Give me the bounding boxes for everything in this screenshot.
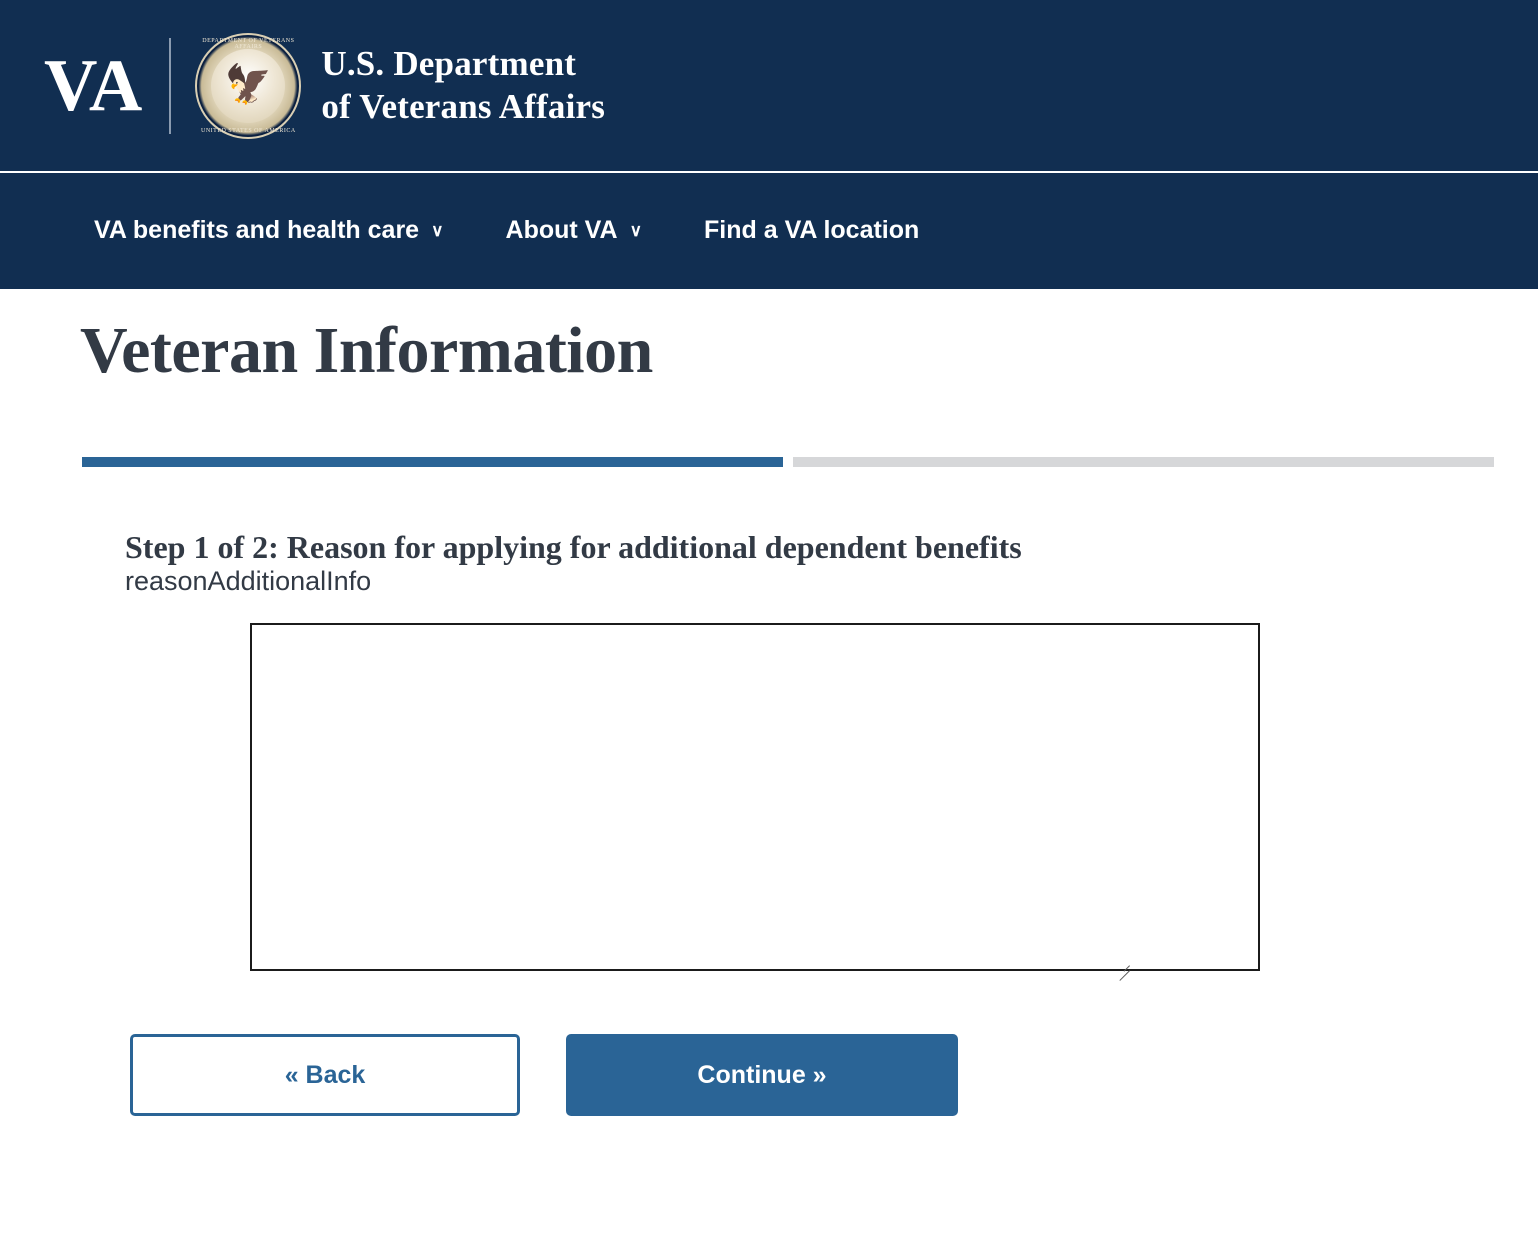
step-heading: Step 1 of 2: Reason for applying for additional dependent benefits — [125, 529, 1022, 565]
va-initials-logo: VA — [44, 44, 144, 127]
nav-item-label: VA benefits and health care — [94, 215, 420, 244]
logo-divider — [169, 38, 171, 134]
header-logo-bar — [0, 0, 1538, 173]
reason-additional-info-textarea[interactable] — [250, 623, 1260, 971]
nav-item-label: About VA — [505, 215, 618, 244]
progress-bar-remaining — [793, 457, 1494, 467]
progress-bar-filled — [82, 457, 783, 467]
main-content — [0, 313, 1538, 1116]
site-header — [0, 0, 1538, 289]
department-name — [321, 43, 605, 128]
va-seal-top-text: DEPARTMENT OF VETERANS AFFAIRS — [202, 37, 295, 50]
chevron-down-icon: ∨ — [629, 221, 643, 240]
textarea-wrapper — [125, 597, 1135, 976]
progress-bar — [82, 457, 1494, 467]
department-name-line2: of Veterans Affairs — [321, 86, 606, 126]
continue-button[interactable]: Continue » — [566, 1034, 958, 1116]
va-seal-bottom-text: UNITED STATES OF AMERICA — [200, 127, 296, 134]
chevron-down-icon: ∨ — [431, 221, 444, 240]
nav-item-find-a-va-location[interactable] — [704, 216, 919, 245]
eagle-icon: 🦅 — [224, 63, 273, 106]
va-logo[interactable] — [44, 33, 605, 139]
va-seal-icon — [195, 33, 301, 139]
reason-additional-info-label: reasonAdditionalInfo — [125, 566, 372, 596]
nav-item-label: Find a VA location — [704, 215, 920, 244]
primary-navigation — [0, 173, 1538, 287]
nav-item-va-benefits-and-health-care[interactable] — [94, 216, 444, 245]
nav-item-about-va[interactable] — [506, 216, 642, 245]
department-name-line1: U.S. Department — [321, 43, 577, 83]
page-title: Veteran Information — [80, 314, 653, 387]
back-button[interactable]: « Back — [130, 1034, 520, 1116]
form-actions — [130, 1034, 1538, 1116]
